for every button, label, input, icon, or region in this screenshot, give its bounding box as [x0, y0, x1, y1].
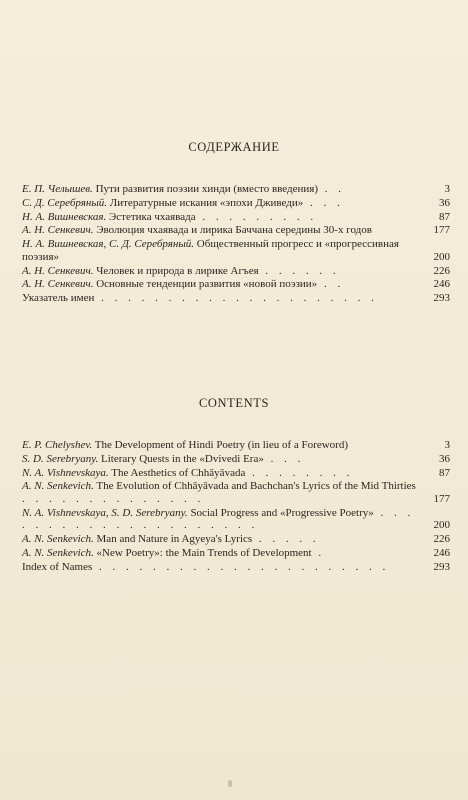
entry-author: А. Н. Сенкевич. [22, 278, 94, 291]
entry-author: A. N. Senkevich. [22, 480, 94, 493]
entry-title: The Aesthetics of Chhāyāvada [111, 466, 246, 479]
entry-page-number: 200 [433, 250, 450, 263]
entry-author: Н. А. Вишневская. [22, 210, 107, 223]
entry-page-number: 226 [433, 264, 450, 277]
entry-title: The Evolution of Chhāyāvada and Bachchan's Lyrics of the Mid Thirties [96, 480, 416, 493]
toc-entry [22, 507, 450, 532]
toc-entry [22, 278, 450, 291]
entry-author: А. Н. Сенкевич. [22, 264, 94, 277]
toc-entry [22, 238, 450, 263]
leader-dots: . . . . . . [258, 264, 340, 277]
toc-entry [22, 467, 450, 480]
entry-title: Человек и природа в лирике Агъея [96, 264, 259, 277]
entry-title: Social Progress and «Progressive Poetry» [190, 506, 374, 519]
leader-dots: . . . . . . . . [245, 466, 354, 479]
leader-dots: . . . . . . . . . [195, 210, 318, 223]
entry-title: Основные тенденции развития «новой поэзии» [96, 278, 318, 291]
leader-dots: . . . . . . . . . . . . . . [22, 492, 205, 505]
entry-author: Е. П. Челышев. [22, 183, 93, 195]
entry-title: Man and Nature in Agyeya's Lyrics [96, 533, 253, 546]
entry-page-number: 293 [433, 292, 450, 305]
entry-title: Указатель имен [22, 292, 95, 305]
entry-title: Общественный прогресс и «прогрессивная поэзия» [22, 238, 399, 263]
entry-page-number: 3 [444, 439, 450, 451]
toc-entry [22, 197, 450, 210]
entry-author: Н. А. Вишневская, С. Д. Серебряный. [22, 238, 195, 251]
entry-page-number: 246 [433, 546, 450, 559]
entry-title: Index of Names [22, 560, 93, 573]
leader-dots: . . . [303, 196, 344, 209]
entry-title: Эстетика чхаявада [109, 210, 196, 223]
leader-dots: . . . . . . . . . . . . . . . . . . . . . [94, 292, 378, 305]
leader-dots: . . . . . [252, 533, 320, 546]
entry-title: Эволюция чхаявада и лирика Баччана середины 30-х годов [96, 224, 372, 237]
toc-entry [22, 183, 450, 196]
toc-entry [22, 265, 450, 278]
leader-dots: . . . . . . . . . . . . . . . . . . . . . [22, 506, 415, 532]
entry-page-number: 3 [444, 183, 450, 195]
entry-author: А. Н. Сенкевич. [22, 224, 94, 237]
entry-title: Литературные искания «эпохи Дживеди» [109, 196, 304, 209]
entry-author: A. N. Senkevich. [22, 533, 94, 546]
entry-page-number: 87 [439, 210, 450, 223]
entry-title: The Development of Hindi Poetry (in lieu of a Foreword) [94, 439, 348, 451]
entry-author: S. D. Serebryany. [22, 452, 99, 465]
entry-page-number: 36 [439, 196, 450, 209]
toc-entry [22, 211, 450, 224]
entry-page-number: 200 [433, 519, 450, 532]
entry-author: N. A. Vishnevskaya, S. D. Serebryany. [22, 506, 188, 519]
entry-author: E. P. Chelyshev. [22, 439, 93, 451]
entry-page-number: 87 [439, 466, 450, 479]
toc-entry [22, 480, 450, 505]
leader-dots: . . [318, 183, 345, 195]
toc-entry [22, 561, 450, 574]
entry-author: N. A. Vishnevskaya. [22, 466, 109, 479]
leader-dots: . . . . . . . . . . . . . . . . . . . . . . [92, 560, 390, 573]
leader-dots: . . . [263, 452, 305, 465]
entry-page-number: 293 [433, 560, 450, 573]
entry-author: A. N. Senkevich. [22, 546, 94, 559]
entry-page-number: 177 [433, 492, 450, 505]
paper-blemish [228, 780, 232, 787]
entry-author: С. Д. Серебряный. [22, 196, 108, 209]
entry-title: «New Poetry»: the Main Trends of Development [96, 546, 312, 559]
entry-page-number: 246 [433, 278, 450, 291]
entry-page-number: 36 [439, 452, 450, 465]
toc-entry [22, 439, 450, 452]
russian-contents-heading: СОДЕРЖАНИЕ [188, 140, 280, 154]
entry-title: Пути развития поэзии хинди (вместо введения) [95, 183, 318, 195]
russian-contents-list [22, 183, 450, 306]
toc-entry [22, 292, 450, 305]
english-contents-list [22, 439, 450, 574]
leader-dots: . [311, 546, 326, 559]
english-contents-heading: CONTENTS [198, 396, 270, 410]
entry-page-number: 177 [433, 224, 450, 237]
toc-entry [22, 533, 450, 546]
toc-entry [22, 547, 450, 560]
toc-entry [22, 224, 450, 237]
entry-title: Literary Quests in the «Dvivedi Era» [101, 452, 264, 465]
entry-page-number: 226 [433, 533, 450, 546]
leader-dots: . . [317, 278, 345, 291]
toc-entry [22, 453, 450, 466]
